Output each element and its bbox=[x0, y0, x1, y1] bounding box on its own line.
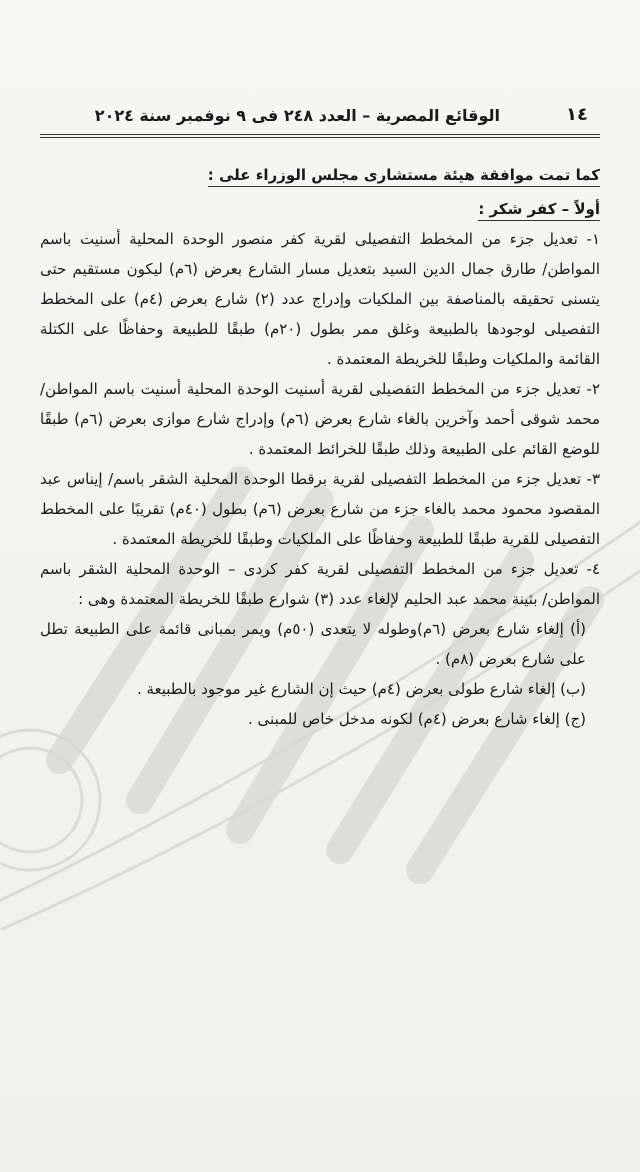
page-header bbox=[40, 102, 600, 132]
paragraph-item-2: ٢- تعديل جزء من المخطط التفصيلى لقرية أسنيت الوحدة المحلية أسنيت باسم المواطن/ محمد شوقى أحمد وآخرين بالغاء شارع بعرض (٦م) وإدراج شارع موازى بعرض (٦م) طبقًا للوضع القائم على الطبيعة وذلك طبقًا للخرائط المعتمدة . bbox=[40, 380, 600, 458]
intro-line bbox=[40, 160, 600, 190]
paragraph-item-1: ١- تعديل جزء من المخطط التفصيلى لقرية كفر منصور الوحدة المحلية أسنيت باسم المواطن/ طارق جمال الدين السيد بتعديل مسار الشارع بعرض (٦م) ليكون مستقيم حتى يتسنى تحقيقه بالمناصفة بين الملكيات وإدراج عدد (٢) شارع بعرض (٤م) على المخطط التفصيلى لوجودها بالطبيعة وغلق ممر بطول (٢٠م) طبقًا للطبيعة وحفاظًا على الكتلة القائمة والملكيات وطبقًا للخريطة المعتمدة . bbox=[40, 230, 600, 368]
paragraph-item-3: ٣- تعديل جزء من المخطط التفصيلى لقرية برقطا الوحدة المحلية الشقر باسم/ إيناس عبد المقصود محمود محمد بالغاء جزء من شارع بعرض (٦م) بطول (٤٠م) تقريبًا على المخطط التفصيلى للقرية طبقًا للطبيعة وحفاظًا على الملكيات وطبقًا للخريطة المعتمدة . bbox=[40, 470, 600, 548]
sub-item-b: (ب) إلغاء شارع طولى بعرض (٤م) حيث إن الشارع غير موجود بالطبيعة . bbox=[136, 680, 586, 698]
section-heading-text: أولاً – كفر شكر : bbox=[478, 200, 600, 221]
section-heading bbox=[40, 194, 600, 224]
sub-item-a: (أ) إلغاء شارع بعرض (٦م)وطوله لا يتعدى (٥٠م) ويمر بمبانى قائمة على الطبيعة تطل على شارع بعرض (٨م) . bbox=[40, 620, 586, 668]
header-rule bbox=[40, 134, 600, 135]
header-title: الوقائع المصرية – العدد ٢٤٨ فى ٩ نوفمبر سنة ٢٠٢٤ bbox=[94, 106, 500, 125]
sub-item-c: (ج) إلغاء شارع بعرض (٤م) لكونه مدخل خاص للمبنى . bbox=[248, 710, 586, 728]
intro-text: كما تمت موافقة هيئة مستشارى مجلس الوزراء على : bbox=[208, 166, 600, 187]
paragraph-item-4: ٤- تعديل جزء من المخطط التفصيلى لقرية كفر كردى – الوحدة المحلية الشقر باسم المواطن/ بثينة محمد عبد الحليم لإلغاء عدد (٣) شوارع طبقًا للخريطة المعتمدة وهى : bbox=[40, 560, 600, 608]
header-rule-thin bbox=[40, 137, 600, 138]
page-number: ١٤ bbox=[566, 104, 588, 125]
document-body bbox=[40, 160, 600, 734]
